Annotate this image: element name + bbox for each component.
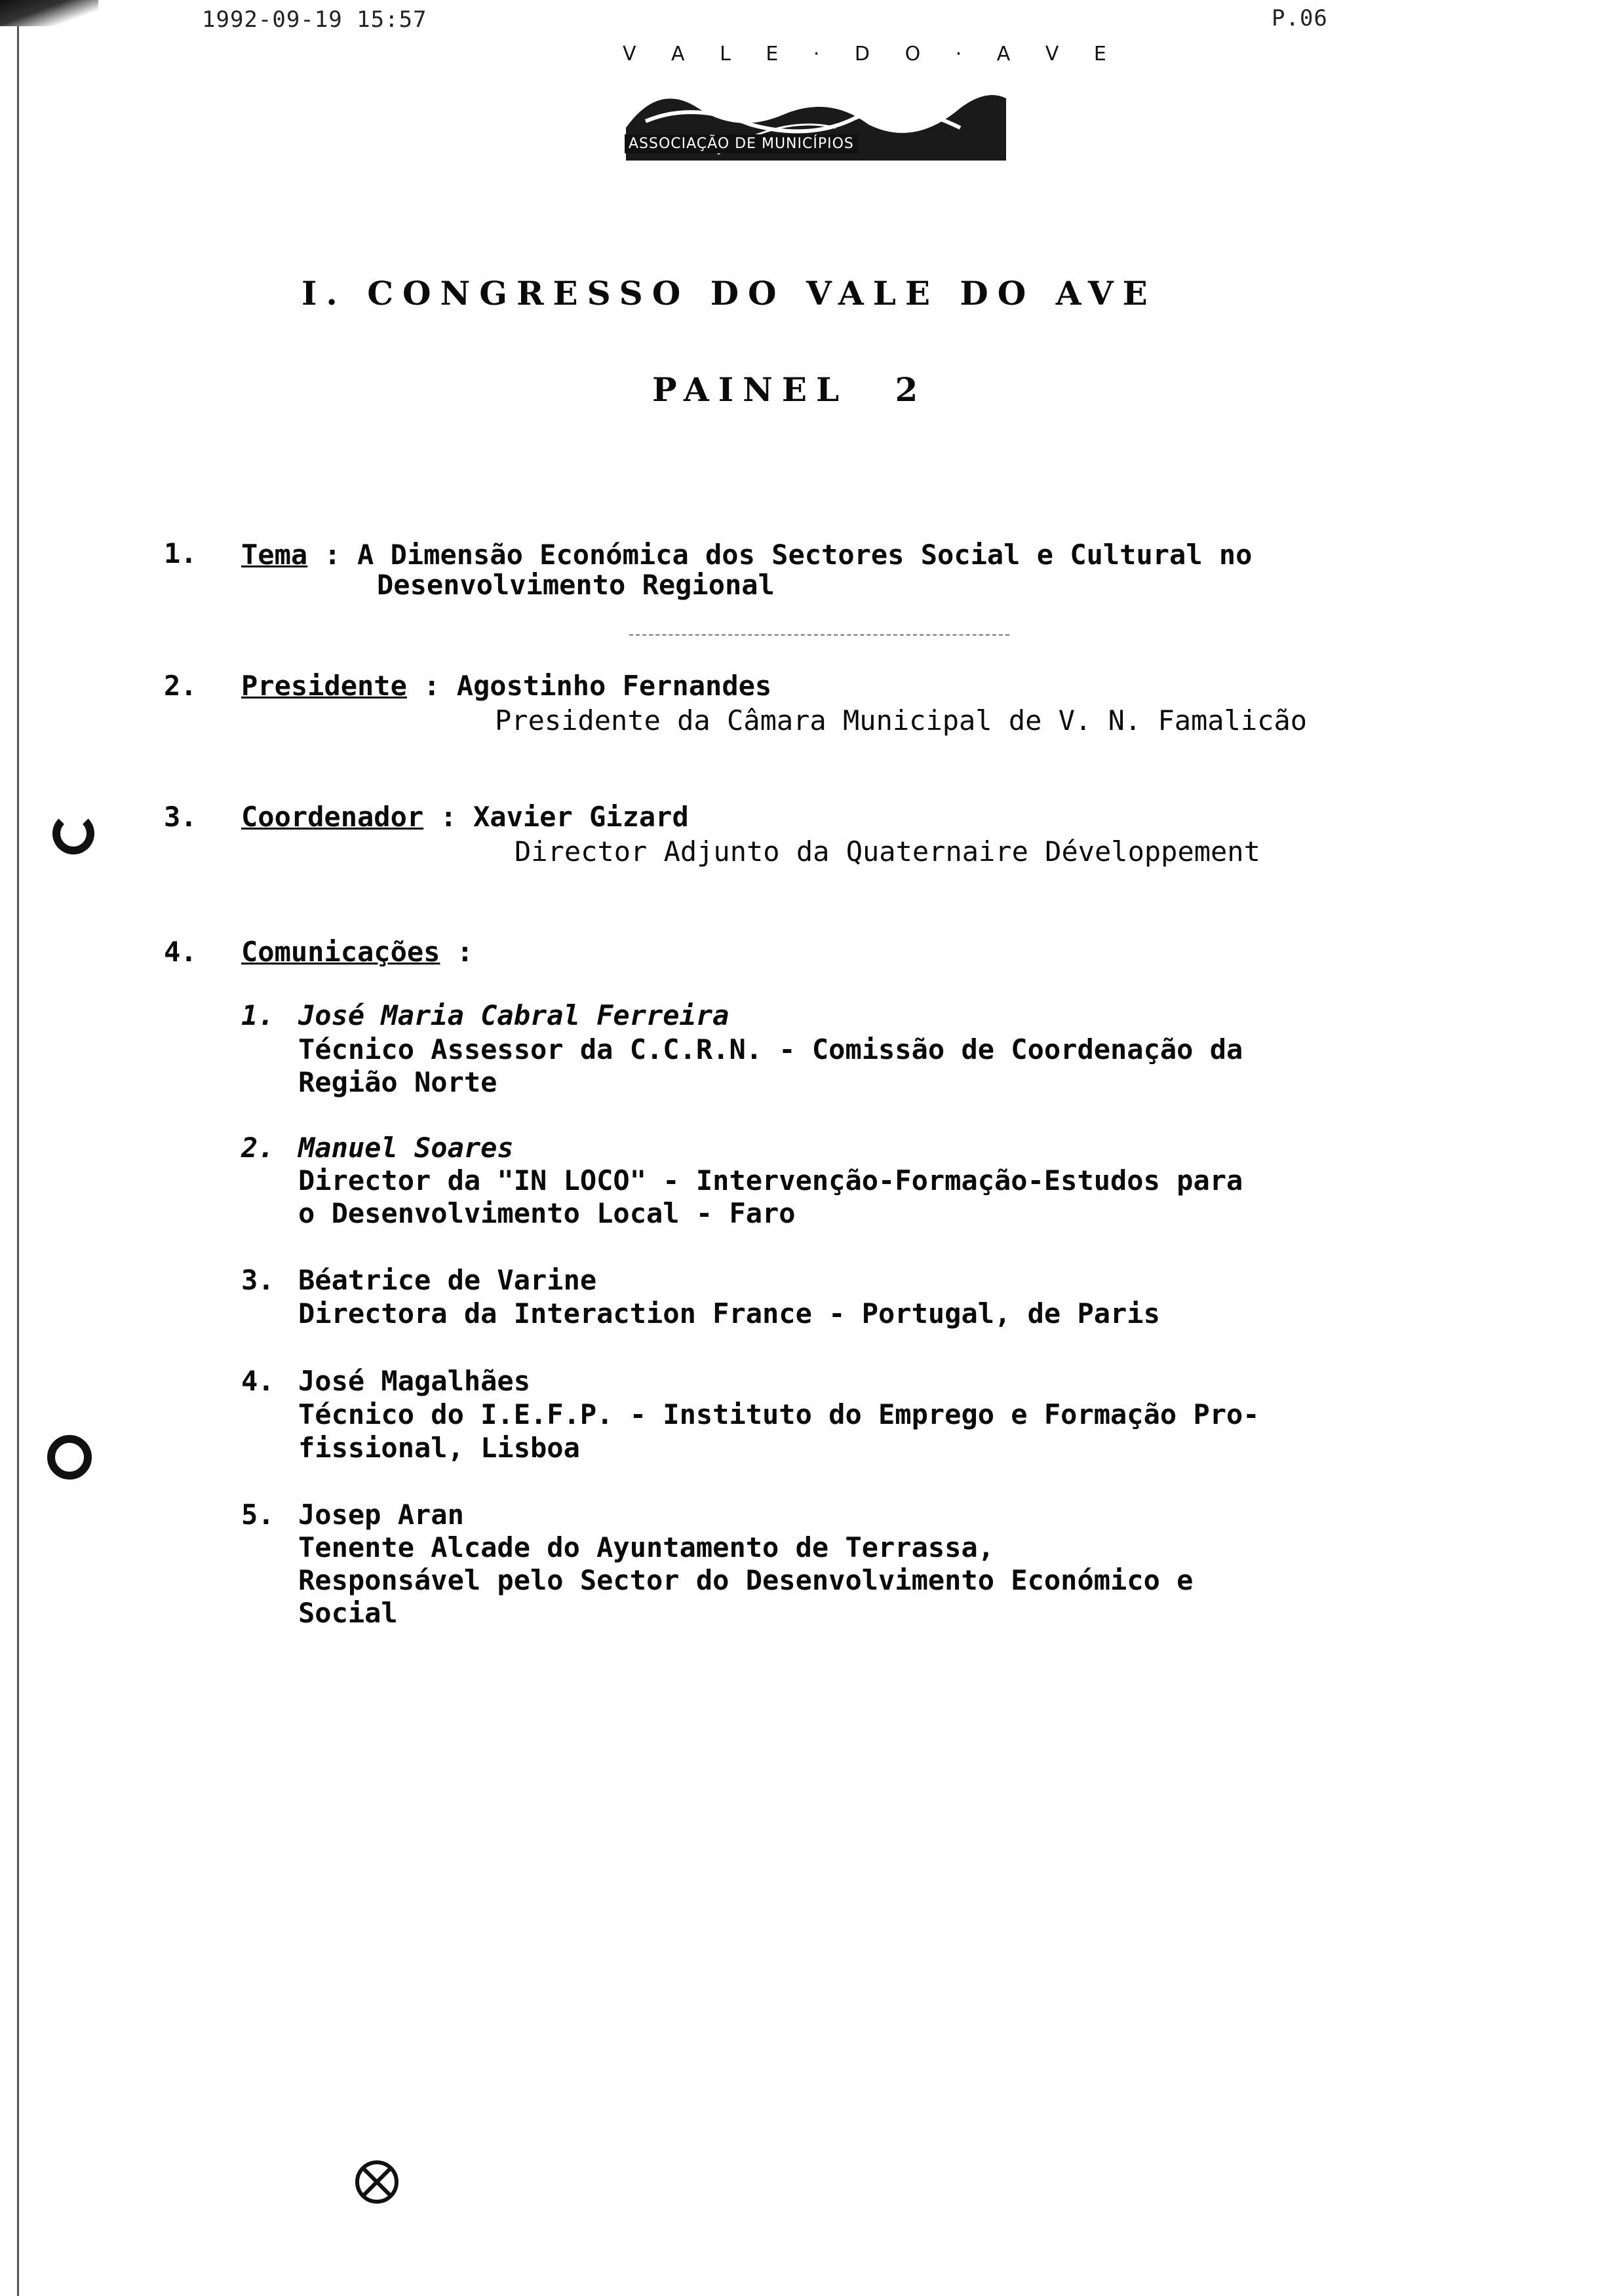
speaker-2-line2: o Desenvolvimento Local - Faro bbox=[298, 1197, 796, 1229]
document-title: I. CONGRESSO DO VALE DO AVE bbox=[302, 274, 1157, 313]
presidente-block: Presidente : Agostinho Fernandes bbox=[241, 670, 772, 702]
circled-x-mark-icon bbox=[351, 2156, 403, 2208]
tema-label: Tema bbox=[241, 539, 308, 571]
tema-block: Tema : A Dimensão Económica dos Sectores Social e Cultural no bbox=[241, 539, 1253, 571]
speaker-3-name: Béatrice de Varine bbox=[298, 1264, 597, 1296]
speaker-4-line2: fissional, Lisboa bbox=[298, 1432, 580, 1464]
comunicacoes-label: Comunicações bbox=[241, 936, 440, 968]
speaker-3-line1: Directora da Interaction France - Portugal, de Paris bbox=[298, 1297, 1160, 1330]
speaker-4-number: 4. bbox=[241, 1365, 275, 1397]
speaker-1-name: José Maria Cabral Ferreira bbox=[298, 999, 730, 1031]
speaker-1-number: 1. bbox=[241, 999, 275, 1031]
comunicacoes-block: Comunicações : bbox=[241, 936, 474, 968]
speaker-5-line2: Responsável pelo Sector do Desenvolvimento Económico e bbox=[298, 1564, 1194, 1596]
section-number-4: 4. bbox=[164, 936, 197, 968]
tema-line1: A Dimensão Económica dos Sectores Social e Cultural no bbox=[357, 539, 1253, 571]
speaker-4-line1: Técnico do I.E.F.P. - Instituto do Emprego e Formação Pro- bbox=[298, 1398, 1260, 1430]
separator-dashes bbox=[629, 634, 1009, 636]
speaker-2-name: Manuel Soares bbox=[298, 1132, 514, 1164]
section-number-3: 3. bbox=[164, 801, 197, 833]
speaker-5-number: 5. bbox=[241, 1499, 275, 1531]
coordenador-label: Coordenador bbox=[241, 801, 424, 833]
vale-do-ave-logo bbox=[619, 43, 1121, 167]
speaker-2-line1: Director da "IN LOCO" - Intervenção-Formação-Estudos para bbox=[298, 1164, 1243, 1196]
presidente-role: Presidente da Câmara Municipal de V. N. Famalicão bbox=[495, 704, 1308, 737]
punch-hole-middle-icon bbox=[47, 1435, 92, 1480]
speaker-5-line3: Social bbox=[298, 1597, 398, 1629]
fax-page-number: P.06 bbox=[1272, 5, 1328, 31]
speaker-2-number: 2. bbox=[241, 1132, 275, 1164]
coordenador-name: Xavier Gizard bbox=[473, 801, 689, 833]
corner-smudge bbox=[0, 0, 98, 26]
section-number-2: 2. bbox=[164, 670, 197, 702]
logo-name: V A L E · D O · A V E bbox=[623, 43, 1121, 66]
fax-datetime: 1992-09-19 15:57 bbox=[202, 7, 427, 33]
section-number-1: 1. bbox=[164, 537, 197, 569]
punch-hole-top-icon bbox=[52, 813, 94, 854]
panel-subtitle: PAINEL 2 bbox=[652, 370, 927, 409]
speaker-5-line1: Tenente Alcade do Ayuntamento de Terrassa, bbox=[298, 1531, 995, 1563]
speaker-4-name: José Magalhães bbox=[298, 1365, 531, 1397]
speaker-1-line1: Técnico Assessor da C.C.R.N. - Comissão de Coordenação da bbox=[298, 1033, 1243, 1065]
speaker-3-number: 3. bbox=[241, 1264, 275, 1296]
speaker-5-name: Josep Aran bbox=[298, 1499, 464, 1531]
presidente-name: Agostinho Fernandes bbox=[456, 670, 772, 702]
coordenador-role: Director Adjunto da Quaternaire Développement bbox=[515, 835, 1260, 868]
logo-subtitle: ASSOCIAÇÃO DE MUNICÍPIOS bbox=[625, 134, 858, 153]
left-edge-line bbox=[17, 0, 19, 2296]
speaker-1-line2: Região Norte bbox=[298, 1066, 497, 1098]
coordenador-block: Coordenador : Xavier Gizard bbox=[241, 801, 689, 833]
tema-line2: Desenvolvimento Regional bbox=[377, 569, 775, 601]
presidente-label: Presidente bbox=[241, 670, 407, 702]
